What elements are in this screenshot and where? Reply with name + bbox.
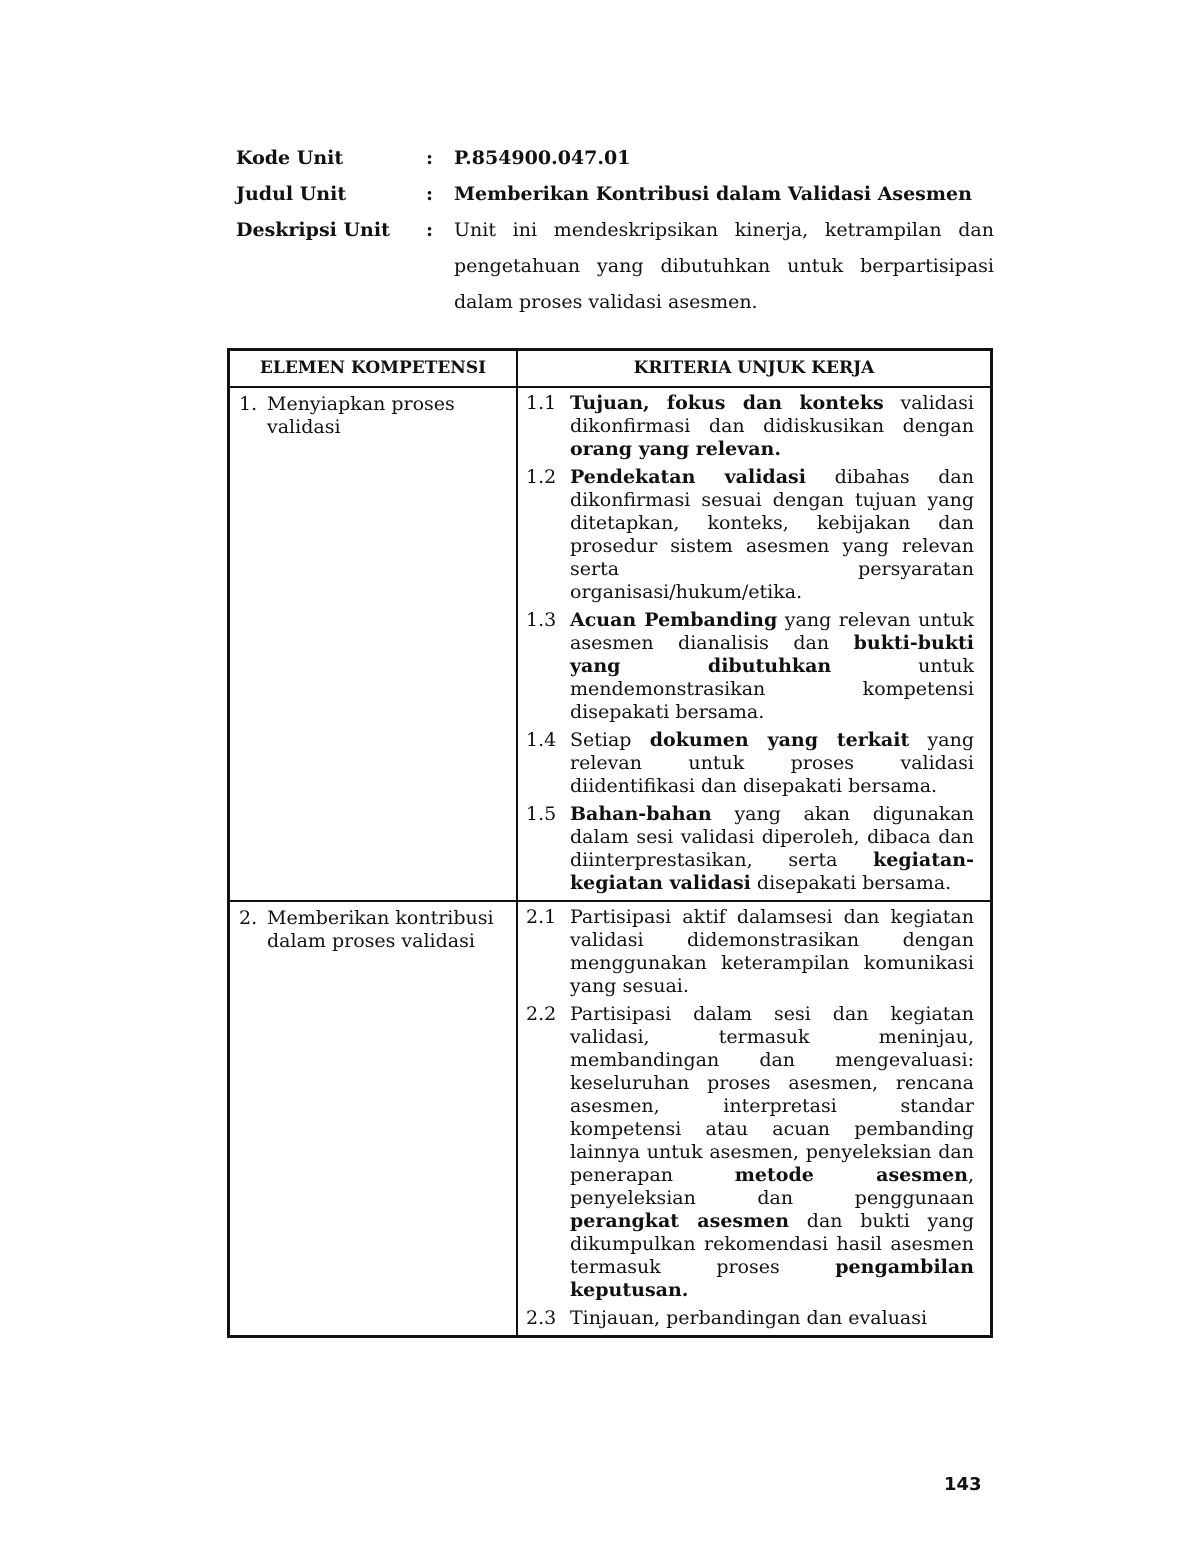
table-row xyxy=(229,387,992,901)
header-kriteria-unjuk-kerja: KRITERIA UNJUK KERJA xyxy=(517,350,992,388)
criteria-text-span: , penyeleksian dan penggunaan xyxy=(570,1164,974,1209)
criteria-text-span: Partisipasi aktif dalamsesi dan kegiatan validasi didemonstrasikan dengan menggunakan keterampilan komunikasi yang sesuai. xyxy=(570,906,974,997)
criteria-text xyxy=(570,803,974,895)
table-row xyxy=(229,901,992,1337)
colon: : xyxy=(426,147,434,169)
unit-description-label: Deskripsi Unit xyxy=(236,219,390,241)
criteria-cell xyxy=(517,387,992,901)
competency-table xyxy=(227,348,993,1338)
unit-title-value: Memberikan Kontribusi dalam Validasi Asesmen xyxy=(454,183,972,205)
criteria-bold-term: Tujuan, fokus dan konteks xyxy=(570,392,884,414)
criteria-text xyxy=(570,609,974,724)
criteria-text xyxy=(570,1307,974,1330)
criteria-number: 1.4 xyxy=(526,729,557,751)
element-number: 2. xyxy=(239,907,258,929)
element-number: 1. xyxy=(239,393,258,415)
header-elemen-kompetensi: ELEMEN KOMPETENSI xyxy=(229,350,518,388)
unit-info xyxy=(236,140,996,320)
criteria-bold-term: bukti-bukti yang dibutuhkan xyxy=(570,632,974,677)
criteria-number: 2.2 xyxy=(526,1003,557,1025)
criteria-text-span: Partisipasi dalam sesi dan kegiatan validasi, termasuk meninjau, membandingan dan mengevaluasi: keseluruhan proses asesmen, rencana asesmen, interpretasi standar kompetensi atau acuan pembanding lainnya untuk asesmen, penyeleksian dan penerapan xyxy=(570,1003,974,1186)
unit-description-value: Unit ini mendeskripsikan kinerja, ketrampilan dan pengetahuan yang dibutuhkan untuk berpartisipasi dalam proses validasi asesmen. xyxy=(454,219,994,313)
criteria-bold-term: Bahan-bahan xyxy=(570,803,712,825)
page-number: 143 xyxy=(944,1474,982,1495)
criteria-text-span: dan bukti yang dikumpulkan rekomendasi hasil asesmen termasuk proses xyxy=(570,1210,974,1278)
element-cell xyxy=(229,387,518,901)
table-header-row xyxy=(229,350,992,388)
criteria-number: 1.2 xyxy=(526,466,557,488)
unit-code-label: Kode Unit xyxy=(236,147,344,169)
criteria-text-span: untuk mendemonstrasikan kompetensi disepakati bersama. xyxy=(570,655,974,723)
criteria-text-span: Setiap xyxy=(570,729,650,751)
criteria-text xyxy=(570,392,974,461)
criteria-item xyxy=(526,1003,974,1302)
element-item xyxy=(231,389,515,439)
colon: : xyxy=(426,183,434,205)
criteria-text-span: yang relevan untuk proses validasi diidentifikasi dan disepakati bersama. xyxy=(570,729,974,797)
criteria-bold-term: kegiatan-kegiatan validasi xyxy=(570,849,974,894)
element-item xyxy=(231,903,515,953)
criteria-number: 1.5 xyxy=(526,803,557,825)
criteria-text-span: disepakati bersama. xyxy=(750,872,952,894)
criteria-bold-term: Acuan Pembanding xyxy=(570,609,778,631)
criteria-bold-term: pengambilan keputusan. xyxy=(570,1256,974,1301)
criteria-item xyxy=(526,609,974,724)
criteria-bold-term: metode asesmen xyxy=(734,1164,968,1186)
criteria-item xyxy=(526,1307,974,1330)
colon: : xyxy=(426,219,434,241)
criteria-text xyxy=(570,906,974,998)
criteria-item xyxy=(526,392,974,461)
criteria-item xyxy=(526,906,974,998)
element-text: Memberikan kontribusi dalam proses validasi xyxy=(267,907,494,952)
criteria-cell xyxy=(517,901,992,1337)
criteria-text-span: validasi dikonfirmasi dan didiskusikan dengan xyxy=(570,392,974,437)
criteria-text xyxy=(570,1003,974,1302)
element-cell xyxy=(229,901,518,1337)
criteria-text-span: dibahas dan dikonfirmasi sesuai dengan tujuan yang ditetapkan, konteks, kebijakan dan prosedur sistem asesmen yang relevan serta persyaratan organisasi/hukum/etika. xyxy=(570,466,975,603)
criteria-text-span: Tinjauan, perbandingan dan evaluasi xyxy=(570,1307,928,1329)
element-text: Menyiapkan proses validasi xyxy=(267,393,455,438)
criteria-number: 1.1 xyxy=(526,392,557,414)
criteria-bold-term: orang yang relevan. xyxy=(570,438,781,460)
criteria-item xyxy=(526,803,974,895)
criteria-text xyxy=(570,466,974,604)
criteria-text xyxy=(570,729,974,798)
criteria-item xyxy=(526,729,974,798)
unit-title-label: Judul Unit xyxy=(236,183,347,205)
criteria-number: 2.3 xyxy=(526,1307,557,1329)
criteria-item xyxy=(526,466,974,604)
criteria-text-span: yang relevan untuk asesmen dianalisis dan xyxy=(570,609,974,654)
unit-title-row xyxy=(236,176,996,212)
criteria-number: 1.3 xyxy=(526,609,557,631)
criteria-bold-term: Pendekatan validasi xyxy=(570,466,806,488)
criteria-bold-term: perangkat asesmen xyxy=(570,1210,790,1232)
unit-code-row xyxy=(236,140,996,176)
unit-code-value: P.854900.047.01 xyxy=(454,147,631,169)
criteria-text-span: yang akan digunakan dalam sesi validasi diperoleh, dibaca dan diinterprestasikan, serta xyxy=(570,803,974,871)
criteria-bold-term: dokumen yang terkait xyxy=(649,729,910,751)
criteria-number: 2.1 xyxy=(526,906,557,928)
unit-description-row xyxy=(236,212,996,320)
